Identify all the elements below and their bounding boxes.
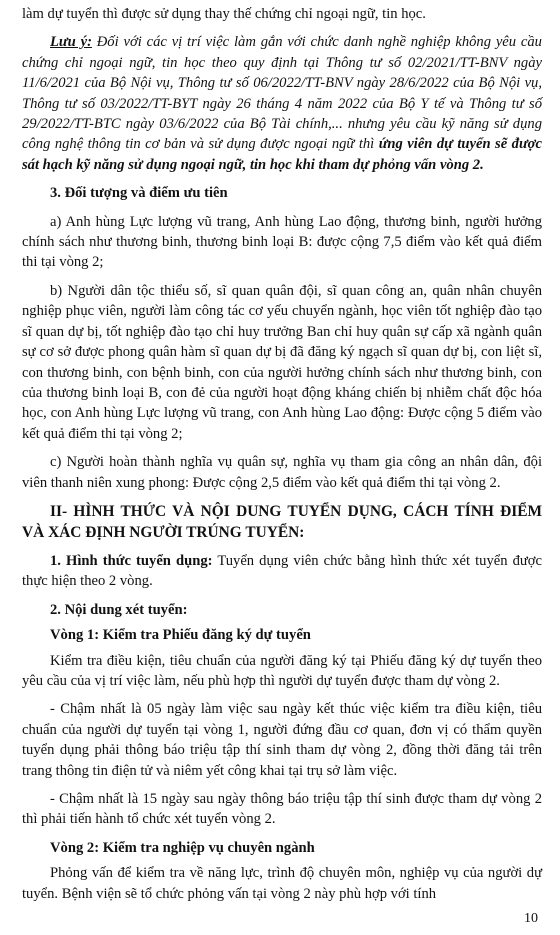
- paragraph-a: a) Anh hùng Lực lượng vũ trang, Anh hùng Lao động, thương binh, người hưởng chính sách như thương binh, thương binh loại B: được cộng 7,5 điểm vào kết quả điểm thi tại vòng 2;: [22, 213, 542, 271]
- paragraph-c: c) Người hoàn thành nghĩa vụ quân sự, nghĩa vụ tham gia công an nhân dân, đội viên thanh niên xung phong: Được cộng 2,5 điểm vào kết quả điểm thi tại vòng 2.: [22, 454, 542, 491]
- paragraph-round-1-schedule: - Chậm nhất là 15 ngày sau ngày thông báo triệu tập thí sinh được tham dự vòng 2 thì phải tiến hành tổ chức xét tuyển vòng 2.: [22, 791, 542, 828]
- note-label: Lưu ý:: [50, 34, 92, 51]
- page-content: [22, 4, 542, 904]
- note-bold-text: ứng viên dự tuyển sẽ được sát hạch kỹ năng sử dụng ngoại ngữ, tin học khi tham dự phỏng vấn vòng 2.: [22, 136, 542, 173]
- form-text: Tuyển dụng viên chức bằng hình thức xét tuyển được thực hiện theo 2 vòng.: [22, 552, 542, 590]
- section-heading-II: II- HÌNH THỨC VÀ NỘI DUNG TUYỂN DỤNG, CÁCH TÍNH ĐIỂM VÀ XÁC ĐỊNH NGƯỜI TRÚNG TUYỂN:: [22, 502, 542, 541]
- paragraph-round-1-deadline: - Chậm nhất là 05 ngày làm việc sau ngày kết thúc việc kiểm tra điều kiện, tiêu chuẩn của người dự tuyển tại vòng 1, người đứng đầu cơ quan, đơn vị có thẩm quyền tuyển dụng phải thông báo triệu tập thí sinh tham dự vòng 2, đồng thời đăng tải trên trang thông tin điện tử và niêm yết công khai tại trụ sở làm việc.: [22, 701, 542, 779]
- section-heading-3: 3. Đối tượng và điểm ưu tiên: [50, 185, 228, 202]
- heading-round-2: Vòng 2: Kiểm tra nghiệp vụ chuyên ngành: [50, 839, 315, 856]
- form-label: 1. Hình thức tuyển dụng:: [50, 552, 213, 569]
- paragraph-b: b) Người dân tộc thiểu số, sĩ quan quân đội, sĩ quan công an, quân nhân chuyên nghiệp phục viên, người làm công tác cơ yếu chuyển ngành, học viên tốt nghiệp đào tạo sĩ quan dự bị, tốt nghiệp đào tạo chỉ huy trưởng Ban chỉ huy quân sự cấp xã ngành quân sự cơ sở được phong quân hàm sĩ quan dự bị đã đăng ký ngạch sĩ quan dự bị, con liệt sĩ, con thương binh, con bệnh binh, con của người hưởng chính sách như thương binh, con của thương binh loại B, con đẻ của người hoạt động kháng chiến bị nhiễm chất độc hóa học, con Anh hùng Lực lượng vũ trang, con Anh hùng Lao động: Được cộng 5 điểm vào kết quả điểm thi tại vòng 2;: [22, 282, 542, 442]
- heading-round-1: Vòng 1: Kiểm tra Phiếu đăng ký dự tuyển: [50, 627, 311, 644]
- page-number: 10: [524, 910, 538, 926]
- note-italic-text: Đối với các vị trí việc làm gắn với chức danh nghề nghiệp không yêu cầu chứng chỉ ngoại ngữ, tin học theo quy định tại Thông tư số 02/2021/TT-BNV ngày 11/6/2021 của Bộ Nội vụ, Thông tư số 06/2022/TT-BNV ngày 28/6/2022 của Bộ Nội vụ, Thông tư số 03/2022/TT-BYT ngày 26 tháng 4 năm 2022 của Bộ Y tế và Thông tư số 29/2022/TT-BTC ngày 03/6/2022 của Bộ Tài chính,... nhưng yêu cầu kỹ năng sử dụng công nghệ thông tin cơ bản và sử dụng được ngoại ngữ thì: [22, 34, 542, 153]
- paragraph-form: [22, 551, 542, 592]
- paragraph-intro: làm dự tuyển thì được sử dụng thay thế chứng chỉ ngoại ngữ, tin học.: [22, 6, 426, 22]
- note-paragraph: [22, 32, 542, 175]
- paragraph-round-2: Phỏng vấn để kiểm tra về năng lực, trình độ chuyên môn, nghiệp vụ của người dự tuyển. Bệnh viện sẽ tổ chức phỏng vấn tại vòng 2 này phù hợp với tính: [22, 865, 542, 902]
- paragraph-round-1: Kiểm tra điều kiện, tiêu chuẩn của người đăng ký tại Phiếu đăng ký dự tuyển theo yêu cầu của vị trí việc làm, nếu phù hợp thì người dự tuyển được tham dự vòng 2.: [22, 652, 542, 689]
- heading-content: 2. Nội dung xét tuyển:: [50, 601, 188, 618]
